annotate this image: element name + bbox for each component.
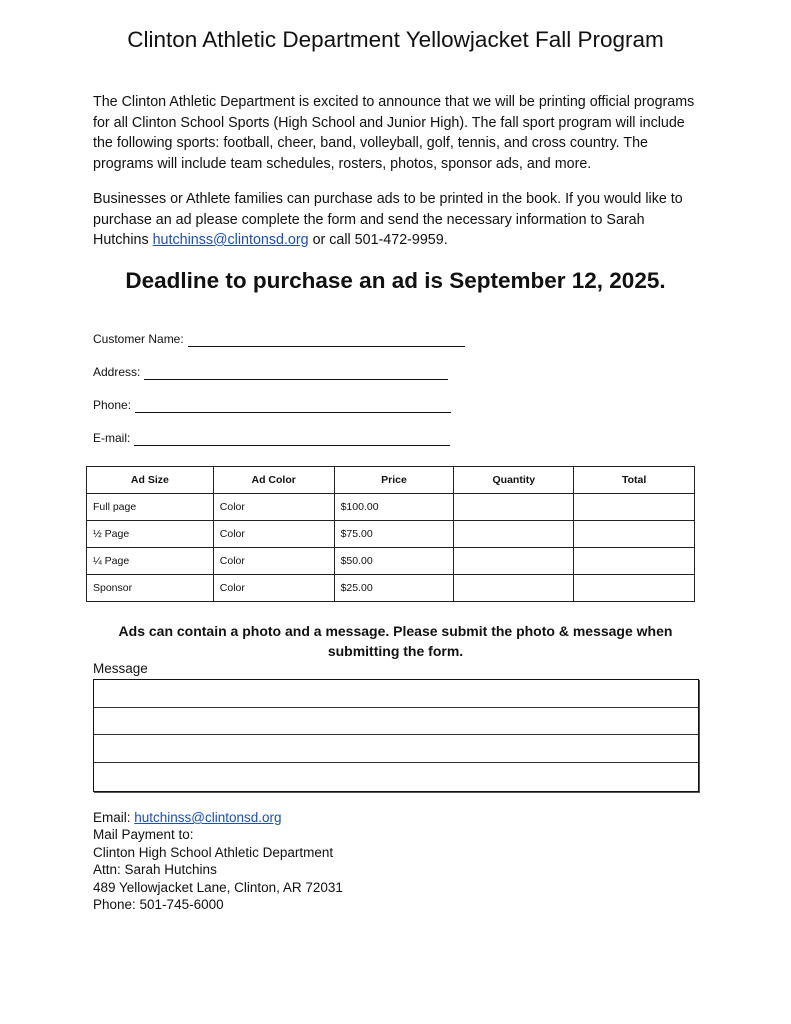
email-link[interactable]: hutchinss@clintonsd.org [152, 232, 309, 248]
cell-total-input[interactable] [574, 494, 695, 521]
cell-price: $50.00 [334, 548, 454, 575]
table-row [87, 494, 695, 521]
contact-address: 489 Yellowjacket Lane, Clinton, AR 72031 [93, 879, 343, 895]
address-field[interactable] [93, 364, 448, 380]
message-line-4[interactable] [94, 763, 698, 790]
cell-ad-size: Sponsor [87, 575, 214, 602]
customer-name-field[interactable] [93, 331, 465, 347]
phone-text: or call 501-472-9959. [308, 232, 448, 248]
header-total: Total [574, 467, 695, 494]
phone-input-line[interactable] [135, 400, 451, 413]
email-label: E-mail: [93, 431, 131, 445]
cell-total-input[interactable] [574, 548, 695, 575]
phone-label: Phone: [93, 398, 132, 412]
message-line-3[interactable] [94, 735, 698, 763]
cell-quantity-input[interactable] [454, 521, 574, 548]
cell-ad-color: Color [213, 548, 334, 575]
address-label: Address: [93, 365, 141, 379]
deadline-heading: Deadline to purchase an ad is September 12, 2025. [125, 268, 666, 293]
email-input-line[interactable] [134, 433, 450, 446]
message-line-1[interactable] [94, 680, 698, 708]
customer-name-input-line[interactable] [188, 334, 465, 347]
table-header-row [87, 467, 695, 494]
table-row [87, 575, 695, 602]
table-row [87, 521, 695, 548]
contact-organization: Clinton High School Athletic Department [93, 844, 334, 860]
cell-ad-color: Color [213, 521, 334, 548]
mail-payment-label: Mail Payment to: [93, 827, 194, 843]
contact-attn: Attn: Sarah Hutchins [93, 862, 217, 878]
contact-email-label: Email: [93, 810, 135, 825]
header-price: Price [334, 467, 454, 494]
table-row [87, 548, 695, 575]
intro-paragraph: The Clinton Athletic Department is excited to announce that we will be printing official programs for all Clinton School Sports (High School and Junior High). The fall sport program will include the following sports: football, cheer, band, volleyball, golf, tennis, and cross country. The programs will include team schedules, rosters, photos, sponsor ads, and more. [93, 94, 695, 172]
email-field[interactable] [93, 430, 450, 446]
message-line-2[interactable] [94, 708, 698, 736]
cell-ad-size: ¼ Page [87, 548, 214, 575]
cell-ad-color: Color [213, 494, 334, 521]
contact-email-row [93, 809, 343, 826]
cell-quantity-input[interactable] [454, 548, 574, 575]
header-ad-size: Ad Size [87, 467, 214, 494]
contact-block [93, 809, 343, 913]
header-ad-color: Ad Color [213, 467, 334, 494]
photo-message-note: Ads can contain a photo and a message. Please submit the photo & message when submitting the form. [118, 623, 673, 659]
header-quantity: Quantity [454, 467, 574, 494]
cell-ad-size: ½ Page [87, 521, 214, 548]
cell-price: $75.00 [334, 521, 454, 548]
cell-quantity-input[interactable] [454, 494, 574, 521]
phone-field[interactable] [93, 397, 451, 413]
contact-phone: Phone: 501-745-6000 [93, 897, 224, 913]
message-box[interactable] [93, 679, 699, 792]
cell-ad-size: Full page [87, 494, 214, 521]
cell-quantity-input[interactable] [454, 575, 574, 602]
page-title: Clinton Athletic Department Yellowjacket Fall Program [127, 27, 664, 52]
purchase-paragraph [93, 189, 703, 251]
cell-price: $100.00 [334, 494, 454, 521]
ad-pricing-table [86, 466, 695, 602]
message-label: Message [93, 661, 148, 676]
customer-name-label: Customer Name: [93, 332, 184, 346]
address-input-line[interactable] [144, 367, 448, 380]
cell-total-input[interactable] [574, 575, 695, 602]
cell-price: $25.00 [334, 575, 454, 602]
cell-ad-color: Color [213, 575, 334, 602]
contact-email-link[interactable]: hutchinss@clintonsd.org [134, 810, 282, 825]
cell-total-input[interactable] [574, 521, 695, 548]
purchase-text: Businesses or Athlete families can purchase ads to be printed in the book. If you would like to purchase an ad please complete the form and send the necessary information to Sarah Hutchins [93, 191, 683, 248]
